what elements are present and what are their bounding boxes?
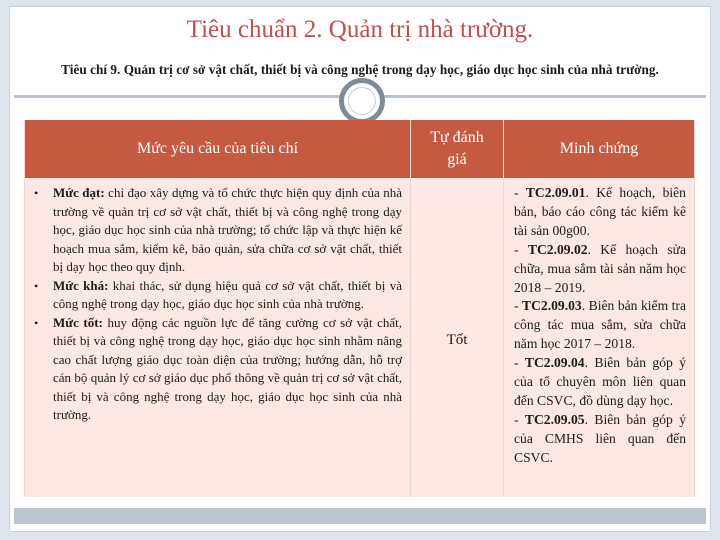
evidence-item — [514, 241, 686, 298]
evidence-code: TC2.09.05 — [524, 411, 585, 427]
list-item — [34, 314, 402, 425]
evidence-prefix: - — [514, 411, 525, 427]
requirement-level-label: Mức đạt: — [53, 185, 105, 200]
criteria-table — [24, 120, 695, 497]
evidence-prefix: - — [514, 355, 525, 371]
evidence-code: TC2.09.03 — [522, 298, 582, 314]
footer-bar — [14, 508, 706, 524]
evidence-text: . Biên bản góp ý của CMHS liên quan đến CSVC. — [514, 411, 686, 465]
evidence-prefix: - — [514, 298, 523, 314]
evidence-item — [514, 297, 686, 354]
evidence-text: . Biên bản góp ý của tổ chuyên môn liên quan đến CSVC, đồ dùng dạy học. — [514, 355, 686, 408]
evidence-text: . Kế hoạch, biên bản, báo cáo công tác kiểm kê tài sản 00g00. — [514, 185, 686, 238]
requirement-text: khai thác, sử dụng hiệu quả cơ sở vật chất, thiết bị và công nghệ trong dạy học, giáo dục học sinh của nhà trường. — [53, 277, 402, 311]
table-row — [25, 178, 695, 497]
list-item — [34, 184, 402, 277]
requirement-level-label: Mức tốt: — [53, 314, 103, 330]
header-self-eval: Tự đánh giá — [411, 120, 504, 178]
header-requirement: Mức yêu cầu của tiêu chí — [25, 120, 411, 178]
requirements-cell — [25, 178, 411, 497]
requirement-text: chỉ đạo xây dựng và tổ chức thực hiện quy định của nhà trường về quản trị cơ sở vật chất, thiết bị và công nghệ trong dạy học, giáo dục học sinh của nhà trường; tổ chức lập và thực hiện kế hoạch mua sắm, kiểm kê, bảo quản, sửa chữa cơ sở vật chất, thiết bị dạy học theo quy định. — [53, 185, 402, 274]
evidence-item — [514, 354, 686, 411]
requirement-level-label: Mức khá: — [53, 277, 109, 293]
list-item — [34, 277, 402, 314]
slide-subtitle: Tiêu chí 9. Quản trị cơ sở vật chất, thiết bị và công nghệ trong dạy học, giáo dục học sinh của nhà trường. — [61, 62, 659, 77]
evidence-prefix: - — [514, 241, 528, 257]
ring-ornament-icon — [339, 78, 385, 124]
self-eval-cell — [411, 178, 504, 497]
requirements-list — [33, 184, 402, 425]
bullet-icon: • — [34, 186, 39, 200]
table-header-row — [25, 120, 695, 178]
evidence-cell — [504, 178, 695, 497]
self-eval-value: Tốt — [446, 332, 468, 349]
evidence-code: TC2.09.01 — [525, 185, 586, 200]
requirement-text: huy động các nguồn lực để tăng cường cơ sở vật chất, thiết bị và công nghệ trong dạy học, giáo dục học sinh nhằm nâng cao chất lượng giáo dục toàn diện của trường; hướng dẫn, hỗ trợ cán bộ quản lý cơ sở giáo dục phổ thông về quản trị cơ sở vật chất, thiết bị và công nghệ trong dạy học, giáo dục học sinh của nhà trường. — [53, 314, 402, 422]
bullet-icon: • — [34, 315, 39, 330]
ring-ornament-inner — [348, 87, 376, 115]
evidence-code: TC2.09.02 — [527, 241, 588, 257]
evidence-prefix: - — [514, 185, 526, 200]
slide-title: Tiêu chuẩn 2. Quản trị nhà trường. — [186, 16, 534, 43]
evidence-item — [514, 411, 686, 468]
evidence-item — [514, 184, 686, 241]
evidence-code: TC2.09.04 — [524, 355, 585, 371]
bullet-icon: • — [34, 278, 39, 293]
evidence-text: . Kế hoạch sửa chữa, mua sắm tài sản năm học 2018 – 2019. — [514, 241, 686, 295]
evidence-text: . Biên bản kiểm tra công tác mua sắm, sửa chữa năm học 2017 – 2018. — [514, 298, 686, 352]
header-evidence: Minh chứng — [504, 120, 695, 178]
